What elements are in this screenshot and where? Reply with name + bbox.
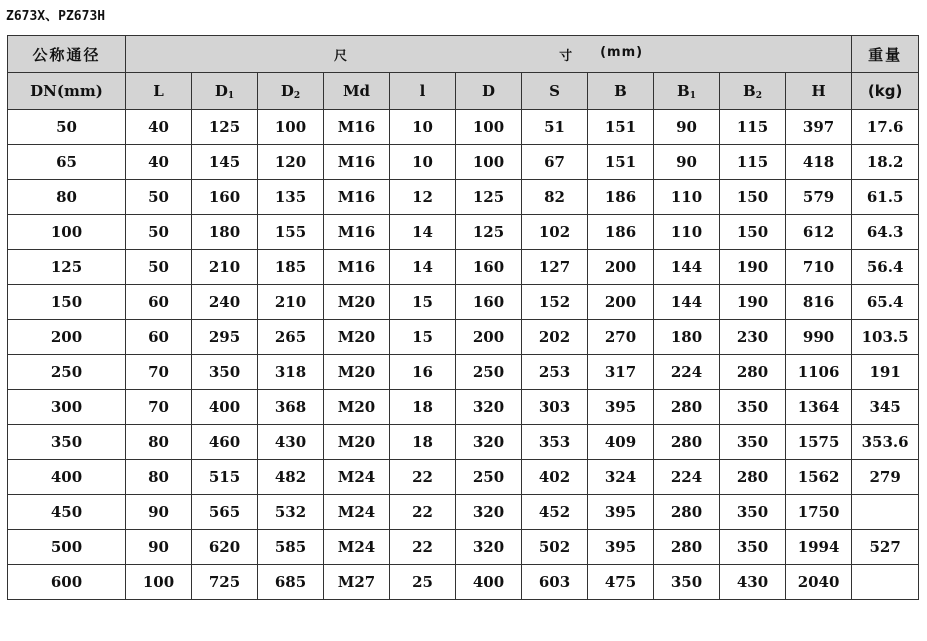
table-cell: 60 — [126, 285, 192, 320]
column-header — [390, 73, 456, 110]
table-cell: 50 — [126, 250, 192, 285]
table-cell: 151 — [588, 145, 654, 180]
table-cell: 210 — [258, 285, 324, 320]
table-cell: 430 — [258, 425, 324, 460]
table-row — [8, 145, 919, 180]
table-cell: 1106 — [786, 355, 852, 390]
table-cell: 224 — [654, 355, 720, 390]
table-cell: 120 — [258, 145, 324, 180]
column-header-label: D — [481, 82, 495, 100]
table-cell: 395 — [588, 495, 654, 530]
table-cell: 15 — [390, 285, 456, 320]
table-cell: 191 — [852, 355, 919, 390]
table-cell: 532 — [258, 495, 324, 530]
table-cell: 180 — [654, 320, 720, 355]
column-header — [192, 73, 258, 110]
table-cell: M24 — [324, 495, 390, 530]
column-header-label: B — [614, 82, 627, 100]
dimension-unit: (mm) — [600, 44, 644, 60]
table-row — [8, 495, 919, 530]
table-cell: 280 — [654, 495, 720, 530]
table-cell: 56.4 — [852, 250, 919, 285]
table-cell: 14 — [390, 250, 456, 285]
table-cell: 64.3 — [852, 215, 919, 250]
table-cell: 279 — [852, 460, 919, 495]
table-row — [8, 110, 919, 145]
table-cell: 250 — [456, 460, 522, 495]
table-cell: 224 — [654, 460, 720, 495]
table-cell: 1750 — [786, 495, 852, 530]
table-cell: 250 — [456, 355, 522, 390]
table-cell: 1364 — [786, 390, 852, 425]
column-header-subscript: 2 — [755, 90, 762, 101]
table-cell: 18 — [390, 425, 456, 460]
table-cell: 40 — [126, 110, 192, 145]
table-cell: 190 — [720, 250, 786, 285]
table-cell: 202 — [522, 320, 588, 355]
column-header-label: S — [549, 82, 560, 100]
table-cell: 350 — [720, 530, 786, 565]
table-cell: 100 — [258, 110, 324, 145]
table-row — [8, 460, 919, 495]
dimension-char-2: 寸 — [559, 48, 575, 64]
table-row — [8, 285, 919, 320]
table-cell: 65.4 — [852, 285, 919, 320]
table-cell: M24 — [324, 460, 390, 495]
table-cell: 350 — [192, 355, 258, 390]
table-cell: 402 — [522, 460, 588, 495]
table-cell: 565 — [192, 495, 258, 530]
dn-header-top: 公称通径 — [8, 36, 126, 73]
table-cell: 22 — [390, 495, 456, 530]
column-header — [654, 73, 720, 110]
table-cell: 250 — [8, 355, 126, 390]
table-cell: 395 — [588, 390, 654, 425]
table-cell: 200 — [456, 320, 522, 355]
table-cell: 295 — [192, 320, 258, 355]
table-cell: 603 — [522, 565, 588, 600]
table-cell: 61.5 — [852, 180, 919, 215]
table-cell: 70 — [126, 390, 192, 425]
table-cell: 400 — [8, 460, 126, 495]
table-cell: 90 — [126, 530, 192, 565]
table-cell: 125 — [192, 110, 258, 145]
column-header-label: H — [811, 82, 826, 100]
dimension-header — [126, 36, 852, 73]
table-cell: 1994 — [786, 530, 852, 565]
table-cell: 345 — [852, 390, 919, 425]
table-cell: 80 — [126, 425, 192, 460]
table-body — [8, 110, 919, 600]
table-cell: 579 — [786, 180, 852, 215]
table-cell: 1575 — [786, 425, 852, 460]
table-cell: 397 — [786, 110, 852, 145]
table-cell: 50 — [8, 110, 126, 145]
table-cell: M20 — [324, 285, 390, 320]
table-cell: 317 — [588, 355, 654, 390]
table-cell: 350 — [720, 425, 786, 460]
column-header — [258, 73, 324, 110]
table-cell: 324 — [588, 460, 654, 495]
table-cell: 320 — [456, 425, 522, 460]
table-cell: 353 — [522, 425, 588, 460]
table-cell: 350 — [720, 390, 786, 425]
table-cell: 144 — [654, 250, 720, 285]
table-cell: 409 — [588, 425, 654, 460]
table-cell: 300 — [8, 390, 126, 425]
table-cell: 40 — [126, 145, 192, 180]
table-cell: 502 — [522, 530, 588, 565]
table-cell: 160 — [456, 285, 522, 320]
dn-header-bottom: DN(mm) — [8, 73, 126, 110]
table-cell: 80 — [126, 460, 192, 495]
table-cell: 280 — [654, 530, 720, 565]
table-cell: 22 — [390, 460, 456, 495]
table-cell: 303 — [522, 390, 588, 425]
table-cell: 685 — [258, 565, 324, 600]
table-cell: 200 — [588, 285, 654, 320]
weight-header-top: 重量 — [852, 36, 919, 73]
table-cell: 710 — [786, 250, 852, 285]
table-cell: 450 — [8, 495, 126, 530]
table-cell: 280 — [720, 355, 786, 390]
column-header — [720, 73, 786, 110]
table-cell: 70 — [126, 355, 192, 390]
table-cell: M16 — [324, 215, 390, 250]
table-cell: 155 — [258, 215, 324, 250]
table-cell: M20 — [324, 425, 390, 460]
table-cell: 14 — [390, 215, 456, 250]
table-cell: 151 — [588, 110, 654, 145]
table-cell: 125 — [456, 180, 522, 215]
table-cell: 585 — [258, 530, 324, 565]
table-row — [8, 425, 919, 460]
table-cell: 270 — [588, 320, 654, 355]
table-cell: 400 — [456, 565, 522, 600]
table-cell: 527 — [852, 530, 919, 565]
table-cell: 100 — [126, 565, 192, 600]
column-header-subscript: 1 — [689, 90, 696, 101]
table-cell: 65 — [8, 145, 126, 180]
table-cell: 190 — [720, 285, 786, 320]
table-cell: M16 — [324, 250, 390, 285]
column-header — [324, 73, 390, 110]
table-cell: 620 — [192, 530, 258, 565]
column-header-label: D — [280, 81, 294, 100]
table-cell: 600 — [8, 565, 126, 600]
column-header-label: B — [743, 81, 756, 100]
table-cell: 210 — [192, 250, 258, 285]
table-cell: 17.6 — [852, 110, 919, 145]
table-cell: 515 — [192, 460, 258, 495]
table-cell: 10 — [390, 145, 456, 180]
table-cell: 395 — [588, 530, 654, 565]
table-cell — [852, 495, 919, 530]
table-cell: 150 — [720, 180, 786, 215]
column-header-subscript: 2 — [293, 90, 301, 101]
table-cell: 144 — [654, 285, 720, 320]
table-cell: 990 — [786, 320, 852, 355]
table-cell: 51 — [522, 110, 588, 145]
table-cell: 240 — [192, 285, 258, 320]
table-cell: 460 — [192, 425, 258, 460]
table-cell: 816 — [786, 285, 852, 320]
table-cell: 482 — [258, 460, 324, 495]
table-row — [8, 390, 919, 425]
table-cell: M20 — [324, 355, 390, 390]
table-cell: 150 — [720, 215, 786, 250]
table-cell: M20 — [324, 320, 390, 355]
table-cell: 612 — [786, 215, 852, 250]
column-header — [456, 73, 522, 110]
table-row — [8, 320, 919, 355]
table-cell: 160 — [456, 250, 522, 285]
table-cell: 18.2 — [852, 145, 919, 180]
table-cell: M16 — [324, 110, 390, 145]
table-cell: 50 — [126, 180, 192, 215]
table-cell: 50 — [126, 215, 192, 250]
column-header-label: Md — [342, 82, 371, 100]
table-cell: 265 — [258, 320, 324, 355]
table-cell: 320 — [456, 495, 522, 530]
table-cell: 725 — [192, 565, 258, 600]
table-cell: 110 — [654, 215, 720, 250]
table-cell: 230 — [720, 320, 786, 355]
table-cell: 25 — [390, 565, 456, 600]
table-cell: 115 — [720, 110, 786, 145]
table-cell: 318 — [258, 355, 324, 390]
table-cell: 82 — [522, 180, 588, 215]
table-cell: 320 — [456, 390, 522, 425]
table-cell: 368 — [258, 390, 324, 425]
table-cell: 350 — [720, 495, 786, 530]
table-row — [8, 215, 919, 250]
column-header — [786, 73, 852, 110]
table-cell: M24 — [324, 530, 390, 565]
column-header — [126, 73, 192, 110]
table-row — [8, 355, 919, 390]
table-cell: 1562 — [786, 460, 852, 495]
table-row — [8, 530, 919, 565]
table-cell: 100 — [456, 145, 522, 180]
table-cell: 15 — [390, 320, 456, 355]
table-cell: 452 — [522, 495, 588, 530]
table-cell: 127 — [522, 250, 588, 285]
table-cell: 475 — [588, 565, 654, 600]
table-cell: 353.6 — [852, 425, 919, 460]
table-row — [8, 565, 919, 600]
column-header — [522, 73, 588, 110]
table-cell: 12 — [390, 180, 456, 215]
table-cell: 10 — [390, 110, 456, 145]
table-cell: 280 — [654, 425, 720, 460]
table-cell: 200 — [8, 320, 126, 355]
table-cell: 186 — [588, 180, 654, 215]
table-cell: 430 — [720, 565, 786, 600]
column-header-label: L — [153, 82, 164, 100]
table-cell: 350 — [8, 425, 126, 460]
table-cell: 125 — [8, 250, 126, 285]
table-cell: 125 — [456, 215, 522, 250]
table-cell: 16 — [390, 355, 456, 390]
table-cell: 500 — [8, 530, 126, 565]
dimension-table — [7, 35, 919, 600]
column-header-label: D — [214, 81, 228, 100]
table-cell: 185 — [258, 250, 324, 285]
table-cell: M16 — [324, 145, 390, 180]
table-cell: 102 — [522, 215, 588, 250]
table-cell: 280 — [654, 390, 720, 425]
table-cell: 110 — [654, 180, 720, 215]
table-cell: M27 — [324, 565, 390, 600]
table-cell: 100 — [456, 110, 522, 145]
table-cell: 280 — [720, 460, 786, 495]
table-cell: 135 — [258, 180, 324, 215]
table-row — [8, 250, 919, 285]
table-cell: 186 — [588, 215, 654, 250]
table-cell: 90 — [654, 110, 720, 145]
table-cell: 18 — [390, 390, 456, 425]
table-cell: 350 — [654, 565, 720, 600]
table-cell: 67 — [522, 145, 588, 180]
table-cell: M20 — [324, 390, 390, 425]
column-header-label: l — [419, 82, 426, 100]
table-cell: 152 — [522, 285, 588, 320]
table-cell: 145 — [192, 145, 258, 180]
table-cell: M16 — [324, 180, 390, 215]
table-cell: 253 — [522, 355, 588, 390]
table-cell: 418 — [786, 145, 852, 180]
table-cell: 320 — [456, 530, 522, 565]
table-cell: 90 — [654, 145, 720, 180]
table-cell: 100 — [8, 215, 126, 250]
table-title: Z673X、PZ673H — [6, 9, 106, 24]
table-cell: 103.5 — [852, 320, 919, 355]
table-cell: 160 — [192, 180, 258, 215]
table-row — [8, 180, 919, 215]
table-cell: 400 — [192, 390, 258, 425]
weight-header-bottom: (kg) — [852, 73, 919, 110]
column-header-subscript: 1 — [227, 90, 235, 101]
table-cell: 90 — [126, 495, 192, 530]
table-cell: 2040 — [786, 565, 852, 600]
table-cell: 22 — [390, 530, 456, 565]
column-header — [588, 73, 654, 110]
column-header-label: B — [677, 81, 690, 100]
column-header-row — [8, 73, 919, 110]
table-cell: 150 — [8, 285, 126, 320]
dimension-char-1: 尺 — [334, 48, 350, 64]
table-cell: 180 — [192, 215, 258, 250]
table-cell: 200 — [588, 250, 654, 285]
table-cell — [852, 565, 919, 600]
table-cell: 60 — [126, 320, 192, 355]
table-cell: 115 — [720, 145, 786, 180]
table-cell: 80 — [8, 180, 126, 215]
